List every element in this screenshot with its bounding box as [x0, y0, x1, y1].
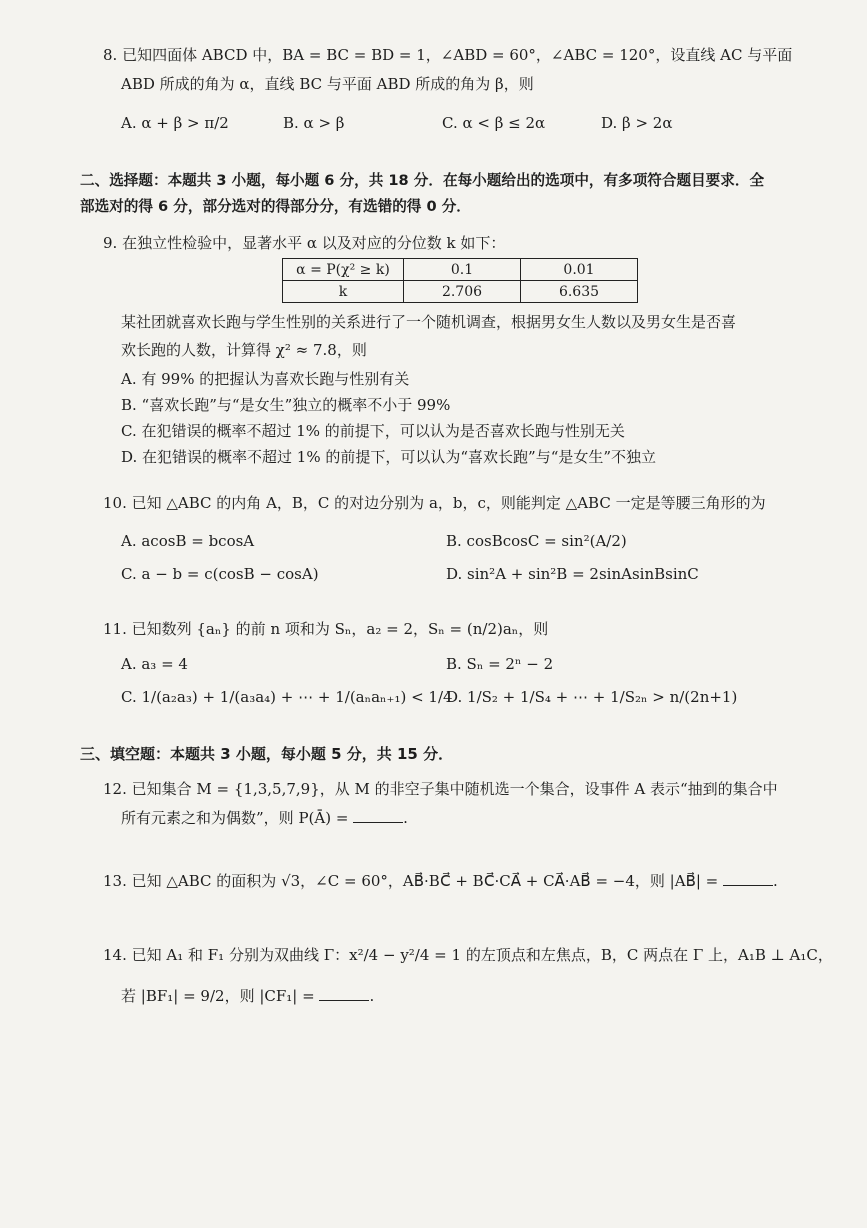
q11-option-d: D. 1/S₂ + 1/S₄ + ⋯ + 1/S₂ₙ > n/(2n+1) — [446, 688, 738, 706]
q9-option-c: C. 在犯错误的概率不超过 1% 的前提下，可以认为是否喜欢长跑与性别无关 — [121, 422, 625, 440]
table-row — [283, 259, 638, 281]
q9-text-line2: 欢长跑的人数，计算得 χ² ≈ 7.8，则 — [121, 341, 367, 359]
q8-line2: ABD 所成的角为 α，直线 BC 与平面 ABD 所成的角为 β，则 — [121, 75, 534, 93]
q8-line1: 8. 已知四面体 ABCD 中，BA = BC = BD = 1，∠ABD = 60°，∠ABC = 120°，设直线 AC 与平面 — [103, 46, 793, 64]
table-cell: 6.635 — [521, 281, 638, 303]
q12-line1: 12. 已知集合 M = {1,3,5,7,9}，从 M 的非空子集中随机选一个集合，设事件 A 表示“抽到的集合中 — [103, 780, 778, 798]
q8-option-a: A. α + β > π/2 — [121, 114, 229, 132]
q13-line-text: 13. 已知 △ABC 的面积为 √3，∠C = 60°，AB⃗·BC⃗ + BC⃗·CA⃗ + CA⃗·AB⃗ = −4，则 |AB⃗| = — [103, 872, 724, 890]
q12-line2-text: 所有元素之和为偶数”，则 P(Ā) = — [121, 809, 354, 827]
table-cell: 0.1 — [404, 259, 521, 281]
q9-text-line1: 某社团就喜欢长跑与学生性别的关系进行了一个随机调查，根据男女生人数以及男女生是否喜 — [121, 313, 737, 331]
q11-option-c: C. 1/(a₂a₃) + 1/(a₃a₄) + ⋯ + 1/(aₙaₙ₊₁) < 1/4 — [121, 688, 453, 706]
table-cell: 2.706 — [404, 281, 521, 303]
critical-value-table — [282, 258, 638, 303]
q11-option-b: B. Sₙ = 2ⁿ − 2 — [446, 655, 554, 673]
q10-option-b: B. cosBcosC = sin²(A/2) — [446, 532, 627, 550]
answer-blank — [319, 984, 369, 1001]
q8-option-d: D. β > 2α — [601, 114, 673, 132]
table-cell: α = P(χ² ≥ k) — [283, 259, 404, 281]
answer-blank — [723, 869, 773, 886]
q9-option-b: B. “喜欢长跑”与“是女生”独立的概率不小于 99% — [121, 396, 451, 414]
q9-option-d: D. 在犯错误的概率不超过 1% 的前提下，可以认为“喜欢长跑”与“是女生”不独立 — [121, 448, 657, 466]
q14-line1: 14. 已知 A₁ 和 F₁ 分别为双曲线 Γ：x²/4 − y²/4 = 1 的左顶点和左焦点，B，C 两点在 Γ 上，A₁B ⊥ A₁C， — [103, 946, 833, 964]
q14-line2: 若 |BF₁| = 9/2，则 |CF₁| = . — [121, 984, 374, 1007]
table-row — [283, 281, 638, 303]
section2-heading-line1: 二、选择题：本题共 3 小题，每小题 6 分，共 18 分．在每小题给出的选项中，有多项符合题目要求．全 — [80, 172, 765, 189]
table-cell: k — [283, 281, 404, 303]
section3-heading: 三、填空题：本题共 3 小题，每小题 5 分，共 15 分． — [80, 745, 454, 763]
table-cell: 0.01 — [521, 259, 638, 281]
answer-blank — [353, 806, 403, 823]
q11-stem: 11. 已知数列 {aₙ} 的前 n 项和为 Sₙ，a₂ = 2，Sₙ = (n/2)aₙ，则 — [103, 620, 549, 638]
q10-option-c: C. a − b = c(cosB − cosA) — [121, 565, 319, 583]
q9-option-a: A. 有 99% 的把握认为喜欢长跑与性别有关 — [121, 370, 410, 388]
q10-stem: 10. 已知 △ABC 的内角 A，B，C 的对边分别为 a，b，c，则能判定 △ABC 一定是等腰三角形的为 — [103, 494, 766, 512]
q14-line2-text: 若 |BF₁| = 9/2，则 |CF₁| = — [121, 987, 320, 1005]
q8-option-b: B. α > β — [283, 114, 345, 132]
q11-option-a: A. a₃ = 4 — [121, 655, 188, 673]
q9-intro: 9. 在独立性检验中，显著水平 α 以及对应的分位数 k 如下： — [103, 234, 506, 252]
q12-line2: 所有元素之和为偶数”，则 P(Ā) = . — [121, 806, 408, 829]
q10-option-d: D. sin²A + sin²B = 2sinAsinBsinC — [446, 565, 699, 583]
q13-line: 13. 已知 △ABC 的面积为 √3，∠C = 60°，AB⃗·BC⃗ + BC⃗·CA⃗ + CA⃗·AB⃗ = −4，则 |AB⃗| = . — [103, 869, 778, 892]
section2-heading-line2: 部选对的得 6 分，部分选对的得部分分，有选错的得 0 分． — [80, 198, 471, 215]
q8-option-c: C. α < β ≤ 2α — [442, 114, 546, 132]
q10-option-a: A. acosB = bcosA — [121, 532, 255, 550]
